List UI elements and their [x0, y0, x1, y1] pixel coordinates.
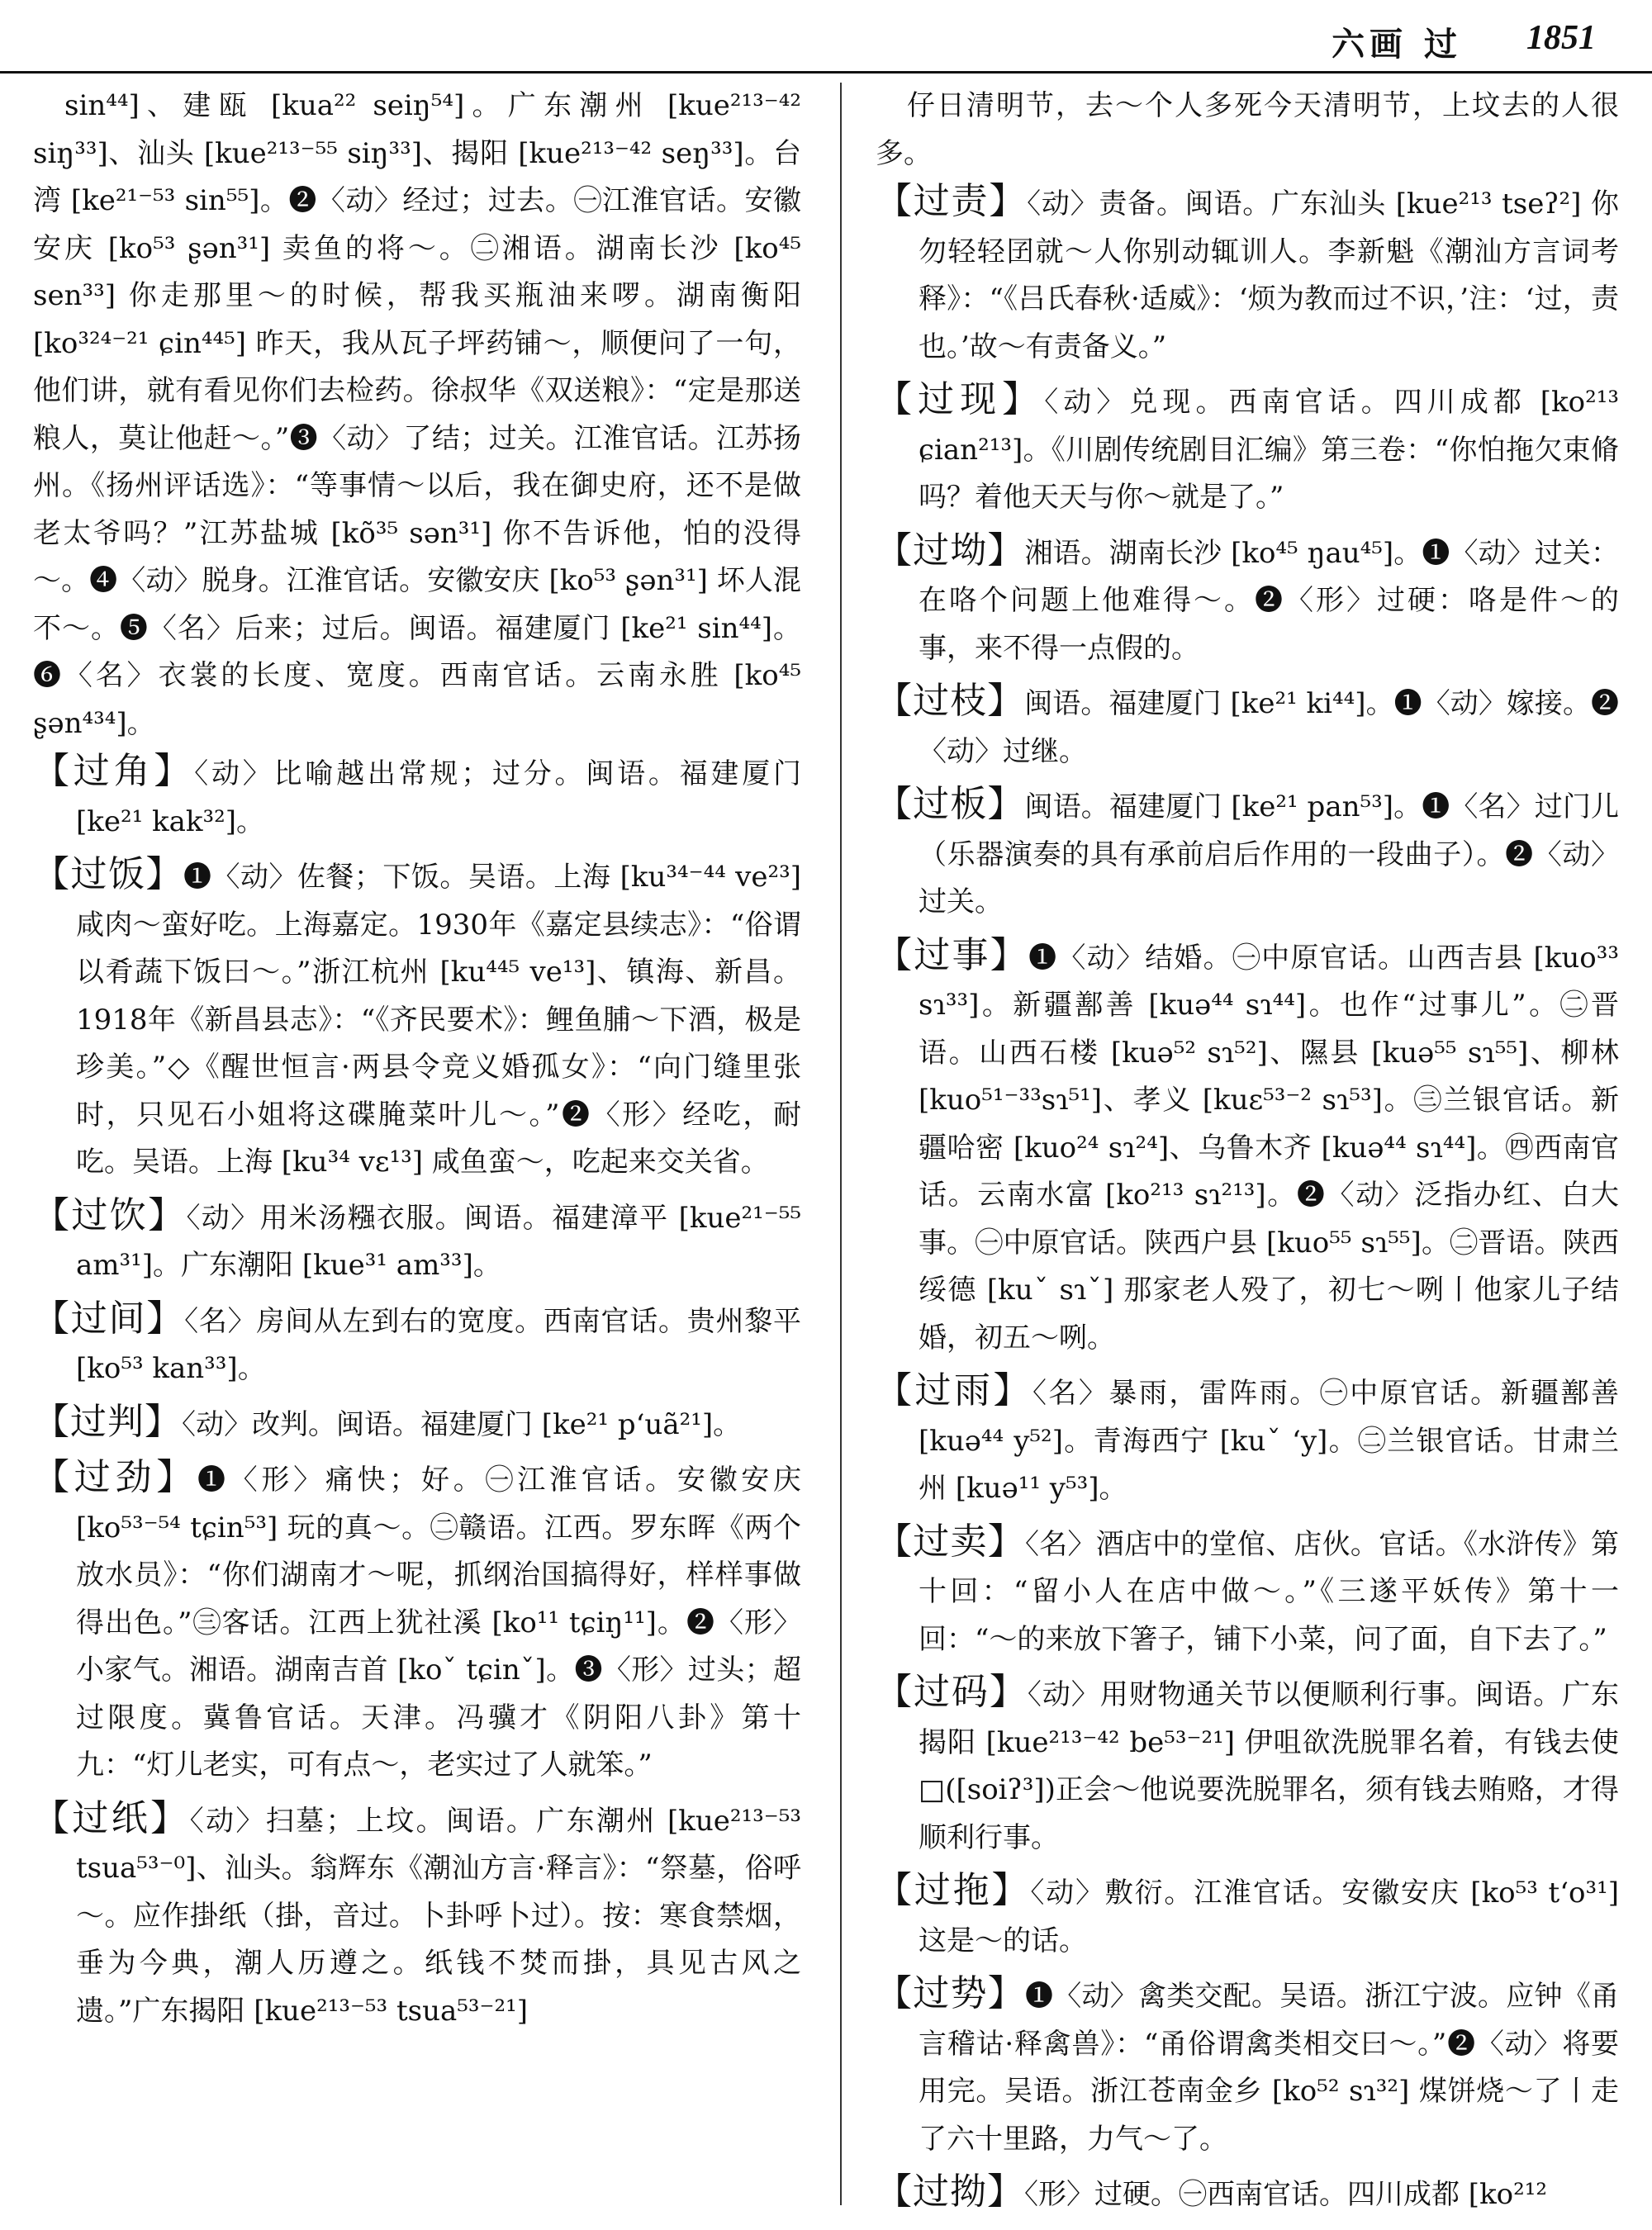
entry-headword: 【 过饮 】	[33, 1194, 186, 1236]
entry-headword: 【 过拖 】	[876, 1869, 1030, 1911]
entry-headword: 【 过劲 】	[33, 1456, 197, 1498]
left-column	[33, 83, 801, 2213]
dictionary-entry	[876, 1668, 1619, 1862]
dictionary-entry	[33, 851, 801, 1187]
entry-headword: 【 过卖 】	[876, 1521, 1025, 1563]
right-column	[876, 83, 1619, 2213]
entry-definition: 〈动〉兑现。西南官话。四川成都 [ko²¹³ ɕian²¹³]。《川剧传统剧目汇编》第三卷：“你怕拖欠束脩吗？着他天天与你～就是了。”	[919, 386, 1619, 514]
dictionary-entry	[876, 1367, 1619, 1513]
entry-definition: 〈形〉过硬。㊀西南官话。四川成都 [ko²¹²	[1024, 2178, 1548, 2211]
entry-definition: 〈名〉暴雨，雷阵雨。㊀中原官话。新疆鄯善 [kuə⁴⁴ y⁵²]。青海西宁 [kuˇ ʻy]。㊁兰银官话。甘肃兰州 [kuə¹¹ y⁵³]。	[919, 1377, 1619, 1505]
entry-definition: 闽语。福建厦门 [ke²¹ pan⁵³]。❶〈名〉过门儿（乐器演奏的具有承前启后作用的一段曲子）。❷〈动〉过关。	[919, 790, 1619, 918]
section-title: 六画 过	[1332, 26, 1462, 64]
entry-headword: 【 过码 】	[876, 1671, 1028, 1713]
dictionary-entry	[876, 677, 1619, 776]
dictionary-entry	[876, 932, 1619, 1363]
column-divider	[840, 83, 842, 2205]
dictionary-entry	[33, 1398, 801, 1450]
continued-entry-text: sin⁴⁴]、建瓯 [kua²² seiŋ⁵⁴]。广东潮州 [kue²¹³⁻⁴² siŋ³³]、汕头 [kue²¹³⁻⁵⁵ siŋ³³]、揭阳 [kue²¹³⁻⁴² seŋ³³]。台湾 [ke²¹⁻⁵³ sin⁵⁵]。❷〈动〉经过；过去。㊀江淮官话。安徽安庆 [ko⁵³ ʂən³¹] 卖鱼的将～。㊁湘语。湖南长沙 [ko⁴⁵ sen³³] 你走那里～的时候，帮我买瓶油来啰。湖南衡阳 [ko³²⁴⁻²¹ ɕin⁴⁴⁵] 昨天，我从瓦子坪药铺～，顺便问了一句，他们讲，就有看见你们去检药。徐叔华《双送粮》：“定是那送粮人，莫让他赶～。”❸〈动〉了结；过关。江淮官话。江苏扬州。《扬州评话选》：“等事情～以后，我在御史府，还不是做老太爷吗？”江苏盐城 [kõ³⁵ sən³¹] 你不告诉他，怕的没得～。❹〈动〉脱身。江淮官话。安徽安庆 [ko⁵³ ʂən³¹] 坏人混不～。❺〈名〉后来；过后。闽语。福建厦门 [ke²¹ sin⁴⁴]。❻〈名〉衣裳的长度、宽度。西南官话。云南永胜 [ko⁴⁵ ʂən⁴³⁴]。	[33, 89, 801, 740]
dictionary-entry	[33, 1295, 801, 1393]
entry-definition: 〈动〉用财物通关节以便顺利行事。闽语。广东揭阳 [kue²¹³⁻⁴² be⁵³⁻²¹] 伊咀欲洗脱罪名着，有钱去使□([soiʔ³])正会～他说要洗脱罪名，须有钱去贿赂，才得顺利行事。	[919, 1678, 1619, 1854]
dictionary-entry	[33, 747, 801, 846]
entry-definition: 〈名〉酒店中的堂倌、店伙。官话。《水浒传》第十回：“留小人在店中做～。”《三遂平妖传》第十一回：“～的来放下箸子，铺下小菜，问了面，自下去了。”	[919, 1527, 1619, 1656]
entry-headword: 【 过板 】	[876, 783, 1025, 825]
entry-headword: 【 过雨 】	[876, 1369, 1032, 1412]
dictionary-entry	[876, 527, 1619, 673]
entry-headword: 【 过纸 】	[33, 1797, 190, 1839]
dictionary-entry	[876, 780, 1619, 927]
entry-definition: 〈动〉比喻越出常规；过分。闽语。福建厦门 [ke²¹ kak³²]。	[76, 757, 801, 838]
entry-definition: 湘语。湖南长沙 [ko⁴⁵ ŋau⁴⁵]。❶〈动〉过关：在咯个问题上他难得～。❷〈形〉过硬：咯是件～的事，来不得一点假的。	[919, 536, 1619, 665]
entry-headword: 【 过责 】	[876, 180, 1027, 222]
dictionary-entry	[876, 1867, 1619, 1965]
entry-headword: 【 过间 】	[33, 1298, 184, 1340]
dictionary-entry	[876, 2168, 1619, 2213]
dictionary-entry	[876, 178, 1619, 371]
entry-headword: 【 过拗 】	[876, 2171, 1024, 2213]
entry-definition: ❶〈形〉痛快；好。㊀江淮官话。安徽安庆 [ko⁵³⁻⁵⁴ tɕin⁵³] 玩的真～。㊁赣语。江西。罗东晖《两个放水员》：“你们湖南才～呢，抓纲治国搞得好，样样事做得出色。”㊂客话。江西上犹社溪 [ko¹¹ tɕiŋ¹¹]。❷〈形〉小家气。湘语。湖南吉首 [koˇ tɕinˇ]。❸〈形〉过头；超过限度。冀鲁官话。天津。冯骥才《阴阳八卦》第十九：“灯儿老实，可有点～，老实过了人就笨。”	[76, 1464, 801, 1782]
entry-definition: 〈动〉敷衍。江淮官话。安徽安庆 [ko⁵³ tʻo³¹] 这是～的话。	[919, 1877, 1619, 1957]
dictionary-entry	[33, 1795, 801, 2036]
page-number: 1851	[1526, 19, 1596, 57]
entry-definition: 〈动〉改判。闽语。福建厦门 [ke²¹ pʻuã²¹]。	[182, 1407, 742, 1441]
dictionary-entry	[876, 1518, 1619, 1664]
entry-definition: 〈动〉责备。闽语。广东汕头 [kue²¹³ tseʔ²] 你勿轻轻囝就～人你别动辄训人。李新魁《潮汕方言词考释》：“《吕氏春秋·适威》：‘烦为教而过不识，’注：‘过，责也。’故～有责备义。”	[919, 187, 1619, 363]
entry-headword: 【 过判 】	[33, 1401, 182, 1443]
entry-headword: 【 过坳 】	[876, 529, 1024, 572]
entry-definition: 闽语。福建厦门 [ke²¹ ki⁴⁴]。❶〈动〉嫁接。❷〈动〉过继。	[919, 687, 1619, 768]
entry-headword: 【 过势 】	[876, 1972, 1025, 2014]
entry-definition: 〈名〉房间从左到右的宽度。西南官话。贵州黎平 [ko⁵³ kan³³]。	[76, 1304, 801, 1385]
entry-definition: ❶〈动〉佐餐；下饭。吴语。上海 [ku³⁴⁻⁴⁴ ve²³] 咸肉～蛮好吃。上海嘉定。1930年《嘉定县续志》：“俗谓以肴蔬下饭曰～。”浙江杭州 [ku⁴⁴⁵ ve¹³]、镇海、新昌。1918年《新昌县志》：“《齐民要术》：鲤鱼脯～下酒，极是珍美。”◇《醒世恒言·两县令竞义婚孤女》：“向门缝里张时，只见石小姐将这碟腌菜叶儿～。”❷〈形〉经吃，耐吃。吴语。上海 [ku³⁴ vɛ¹³] 咸鱼蛮～，吃起来交关省。	[76, 861, 801, 1179]
entry-headword: 【 过饭 】	[33, 853, 183, 895]
entry-definition: ❶〈动〉结婚。㊀中原官话。山西吉县 [kuo³³ sɿ³³]。新疆鄯善 [kuə⁴⁴ sɿ⁴⁴]。也作“过事儿”。㊁晋语。山西石楼 [kuə⁵² sɿ⁵²]、隰县 [kuə⁵⁵ sɿ⁵⁵]、柳林 [kuo⁵¹⁻³³sɿ⁵¹]、孝义 [kuɛ⁵³⁻² sɿ⁵³]。㊂兰银官话。新疆哈密 [kuo²⁴ sɿ²⁴]、乌鲁木齐 [kuə⁴⁴ sɿ⁴⁴]。㊃西南官话。云南水富 [ko²¹³ sɿ²¹³]。❷〈动〉泛指办红、白大事。㊀中原官话。陕西户县 [kuo⁵⁵ sɿ⁵⁵]。㊁晋语。陕西绥德 [kuˇ sɿˇ] 那家老人殁了，初七～咧丨他家儿子结婚，初五～咧。	[919, 941, 1619, 1355]
entry-headword: 【 过枝 】	[876, 680, 1024, 722]
dictionary-entry	[33, 1192, 801, 1290]
dictionary-entry	[876, 376, 1619, 522]
dictionary-entry	[33, 1454, 801, 1790]
dictionary-entry	[876, 1970, 1619, 2163]
page-header	[0, 0, 1652, 74]
entry-headword: 【 过角 】	[33, 750, 194, 792]
continued-entry-text: 仔日清明节，去～个人多死今天清明节，上坟去的人很多。	[876, 89, 1619, 170]
entry-definition: ❶〈动〉禽类交配。吴语。浙江宁波。应钟《甬言稽诂·释禽兽》：“甬俗谓禽类相交曰～。”❷〈动〉将要用完。吴语。浙江苍南金乡 [ko⁵² sɿ³²] 煤饼烧～了丨走了六十里路，力气～了。	[919, 1980, 1619, 2156]
entry-definition: 〈动〉扫墓；上坟。闽语。广东潮州 [kue²¹³⁻⁵³ tsua⁵³⁻⁰]、汕头。翁辉东《潮汕方言·释言》：“祭墓，俗呼～。应作掛纸（掛，音过。卜卦呼卜过）。按：寒食禁烟，垂为今典，潮人历遵之。纸钱不焚而掛，具见古风之遗。”广东揭阳 [kue²¹³⁻⁵³ tsua⁵³⁻²¹]	[76, 1804, 801, 2028]
entry-headword: 【 过现 】	[876, 378, 1044, 420]
entry-headword: 【 过事 】	[876, 934, 1028, 976]
entry-definition: 〈动〉用米汤糨衣服。闽语。福建漳平 [kue²¹⁻⁵⁵ am³¹]。广东潮阳 [kue³¹ am³³]。	[76, 1201, 801, 1282]
